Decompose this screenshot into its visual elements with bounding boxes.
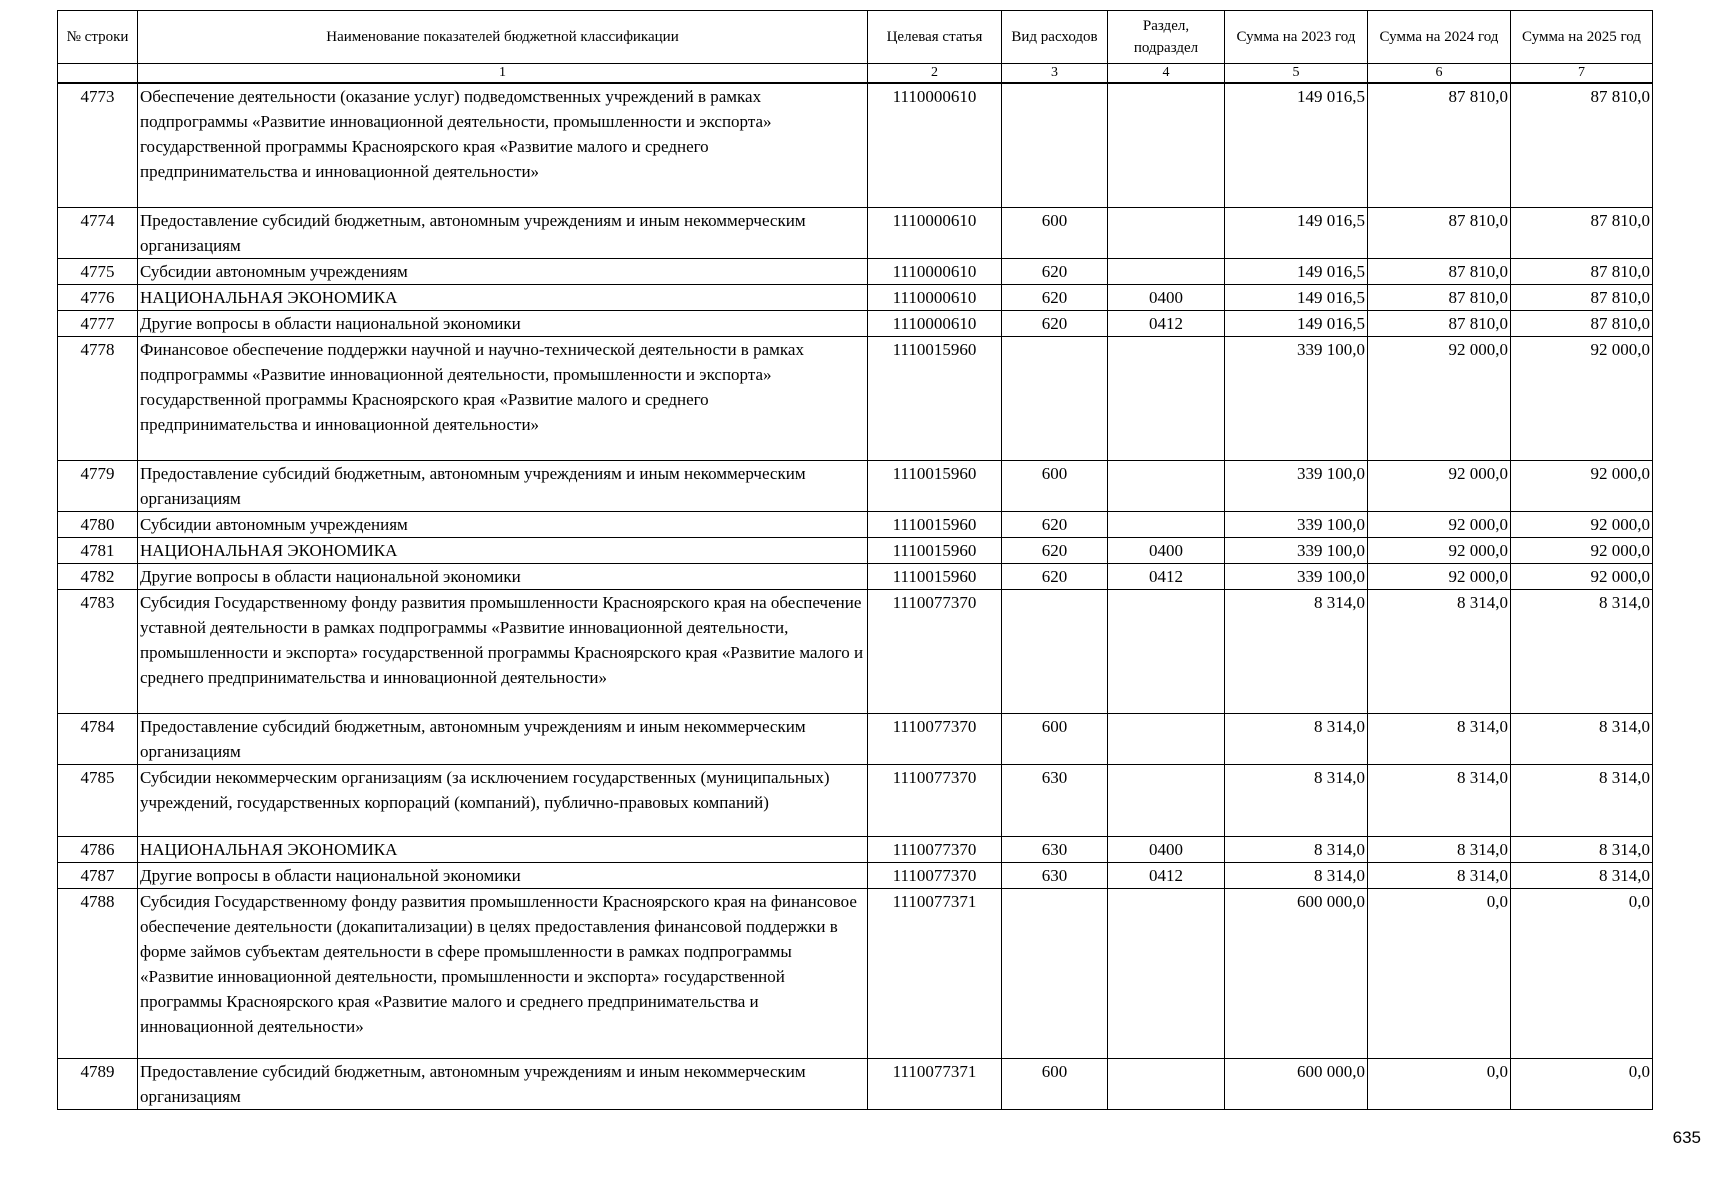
sum-2025: 8 314,0 xyxy=(1511,836,1653,862)
sum-2025: 8 314,0 xyxy=(1511,589,1653,713)
indicator-name: Субсидии некоммерческим организациям (за исключением государственных (муниципальных) учреждений, государственных корпораций (компаний), публично-правовых компаний) xyxy=(138,764,868,836)
section-code: 0400 xyxy=(1108,284,1225,310)
sum-2024: 87 810,0 xyxy=(1368,83,1511,207)
section-code xyxy=(1108,888,1225,1058)
row-number: 4773 xyxy=(58,83,138,207)
sum-2024: 8 314,0 xyxy=(1368,589,1511,713)
section-code: 0400 xyxy=(1108,836,1225,862)
sum-2024: 87 810,0 xyxy=(1368,258,1511,284)
sum-2024: 87 810,0 xyxy=(1368,284,1511,310)
table-row xyxy=(58,511,1653,537)
section-code xyxy=(1108,589,1225,713)
row-number: 4778 xyxy=(58,336,138,460)
target-article-code: 1110000610 xyxy=(868,83,1002,207)
row-number: 4786 xyxy=(58,836,138,862)
section-code xyxy=(1108,713,1225,764)
sum-2023: 8 314,0 xyxy=(1225,764,1368,836)
table-row xyxy=(58,284,1653,310)
section-code xyxy=(1108,207,1225,258)
table-row xyxy=(58,1058,1653,1109)
sum-2025: 87 810,0 xyxy=(1511,207,1653,258)
indicator-name: Другие вопросы в области национальной экономики xyxy=(138,310,868,336)
table-row xyxy=(58,836,1653,862)
target-article-code: 1110077371 xyxy=(868,888,1002,1058)
target-article-code: 1110000610 xyxy=(868,258,1002,284)
sum-2023: 149 016,5 xyxy=(1225,310,1368,336)
expense-type: 630 xyxy=(1002,862,1108,888)
sum-2023: 339 100,0 xyxy=(1225,563,1368,589)
sum-2024: 87 810,0 xyxy=(1368,207,1511,258)
sum-2025: 0,0 xyxy=(1511,1058,1653,1109)
row-number: 4785 xyxy=(58,764,138,836)
section-code xyxy=(1108,460,1225,511)
header-target-article: Целевая статья xyxy=(868,11,1002,64)
sum-2023: 8 314,0 xyxy=(1225,862,1368,888)
target-article-code: 1110077371 xyxy=(868,1058,1002,1109)
table-row xyxy=(58,460,1653,511)
sum-2025: 8 314,0 xyxy=(1511,713,1653,764)
row-number: 4775 xyxy=(58,258,138,284)
sum-2023: 8 314,0 xyxy=(1225,713,1368,764)
sum-2024: 8 314,0 xyxy=(1368,836,1511,862)
row-number: 4787 xyxy=(58,862,138,888)
indicator-name: Финансовое обеспечение поддержки научной и научно-технической деятельности в рамках подпрограммы «Развитие инновационной деятельности, промышленности и экспорта» государственной программы Красноярского края «Развитие малого и среднего предпринимательства и инновационной деятельности» xyxy=(138,336,868,460)
table-row xyxy=(58,310,1653,336)
table-header-row xyxy=(58,11,1653,64)
indicator-name: Предоставление субсидий бюджетным, автономным учреждениям и иным некоммерческим организациям xyxy=(138,460,868,511)
sum-2024: 0,0 xyxy=(1368,888,1511,1058)
sum-2023: 339 100,0 xyxy=(1225,336,1368,460)
indicator-name: НАЦИОНАЛЬНАЯ ЭКОНОМИКА xyxy=(138,284,868,310)
section-code: 0412 xyxy=(1108,862,1225,888)
indicator-name: Обеспечение деятельности (оказание услуг) подведомственных учреждений в рамках подпрограммы «Развитие инновационной деятельности, промышленности и экспорта» государственной программы Красноярского края «Развитие малого и среднего предпринимательства и инновационной деятельности» xyxy=(138,83,868,207)
target-article-code: 1110077370 xyxy=(868,836,1002,862)
row-number: 4781 xyxy=(58,537,138,563)
expense-type xyxy=(1002,83,1108,207)
expense-type: 620 xyxy=(1002,537,1108,563)
indicator-name: Другие вопросы в области национальной экономики xyxy=(138,862,868,888)
sum-2025: 8 314,0 xyxy=(1511,862,1653,888)
section-code xyxy=(1108,336,1225,460)
table-row xyxy=(58,888,1653,1058)
indicator-name: Предоставление субсидий бюджетным, автономным учреждениям и иным некоммерческим организациям xyxy=(138,1058,868,1109)
column-number: 1 xyxy=(138,64,868,84)
expense-type xyxy=(1002,589,1108,713)
sum-2025: 87 810,0 xyxy=(1511,284,1653,310)
header-sum-2024: Сумма на 2024 год xyxy=(1368,11,1511,64)
sum-2023: 339 100,0 xyxy=(1225,537,1368,563)
row-number: 4788 xyxy=(58,888,138,1058)
table-row xyxy=(58,207,1653,258)
section-code xyxy=(1108,83,1225,207)
column-number xyxy=(58,64,138,84)
expense-type: 620 xyxy=(1002,258,1108,284)
sum-2024: 8 314,0 xyxy=(1368,713,1511,764)
table-row xyxy=(58,563,1653,589)
table-row xyxy=(58,589,1653,713)
section-code xyxy=(1108,764,1225,836)
table-row xyxy=(58,336,1653,460)
target-article-code: 1110077370 xyxy=(868,764,1002,836)
expense-type: 620 xyxy=(1002,284,1108,310)
column-number: 2 xyxy=(868,64,1002,84)
row-number: 4784 xyxy=(58,713,138,764)
sum-2023: 8 314,0 xyxy=(1225,589,1368,713)
column-number: 3 xyxy=(1002,64,1108,84)
sum-2023: 600 000,0 xyxy=(1225,1058,1368,1109)
sum-2024: 8 314,0 xyxy=(1368,862,1511,888)
section-code: 0412 xyxy=(1108,563,1225,589)
sum-2023: 149 016,5 xyxy=(1225,83,1368,207)
target-article-code: 1110077370 xyxy=(868,589,1002,713)
table-row xyxy=(58,537,1653,563)
header-expense-type: Вид расходов xyxy=(1002,11,1108,64)
sum-2024: 92 000,0 xyxy=(1368,537,1511,563)
target-article-code: 1110000610 xyxy=(868,284,1002,310)
indicator-name: Субсидии автономным учреждениям xyxy=(138,258,868,284)
sum-2024: 92 000,0 xyxy=(1368,460,1511,511)
sum-2023: 339 100,0 xyxy=(1225,460,1368,511)
target-article-code: 1110077370 xyxy=(868,713,1002,764)
sum-2024: 92 000,0 xyxy=(1368,336,1511,460)
sum-2023: 149 016,5 xyxy=(1225,284,1368,310)
sum-2024: 0,0 xyxy=(1368,1058,1511,1109)
target-article-code: 1110015960 xyxy=(868,563,1002,589)
indicator-name: Субсидии автономным учреждениям xyxy=(138,511,868,537)
indicator-name: Предоставление субсидий бюджетным, автономным учреждениям и иным некоммерческим организациям xyxy=(138,207,868,258)
column-number: 4 xyxy=(1108,64,1225,84)
table-row xyxy=(58,862,1653,888)
sum-2025: 8 314,0 xyxy=(1511,764,1653,836)
target-article-code: 1110015960 xyxy=(868,537,1002,563)
expense-type: 600 xyxy=(1002,460,1108,511)
expense-type: 600 xyxy=(1002,713,1108,764)
indicator-name: Субсидия Государственному фонду развития промышленности Красноярского края на финансовое обеспечение деятельности (докапитализации) в целях предоставления финансовой поддержки в форме займов субъектам деятельности в сфере промышленности в рамках подпрограммы «Развитие инновационной деятельности, промышленности и экспорта» государственной программы Красноярского края «Развитие малого и среднего предпринимательства и инновационной деятельности» xyxy=(138,888,868,1058)
sum-2025: 92 000,0 xyxy=(1511,336,1653,460)
sum-2025: 87 810,0 xyxy=(1511,83,1653,207)
target-article-code: 1110015960 xyxy=(868,336,1002,460)
indicator-name: НАЦИОНАЛЬНАЯ ЭКОНОМИКА xyxy=(138,537,868,563)
section-code: 0412 xyxy=(1108,310,1225,336)
table-row xyxy=(58,764,1653,836)
sum-2023: 149 016,5 xyxy=(1225,258,1368,284)
sum-2023: 339 100,0 xyxy=(1225,511,1368,537)
section-code xyxy=(1108,1058,1225,1109)
expense-type xyxy=(1002,888,1108,1058)
expense-type: 600 xyxy=(1002,207,1108,258)
sum-2025: 0,0 xyxy=(1511,888,1653,1058)
indicator-name: Субсидия Государственному фонду развития промышленности Красноярского края на обеспечение уставной деятельности в рамках подпрограммы «Развитие инновационной деятельности, промышленности и экспорта» государственной программы Красноярского края «Развитие малого и среднего предпринимательства и инновационной деятельности» xyxy=(138,589,868,713)
table-row xyxy=(58,258,1653,284)
row-number: 4774 xyxy=(58,207,138,258)
target-article-code: 1110015960 xyxy=(868,511,1002,537)
column-number-row xyxy=(58,64,1653,84)
sum-2023: 149 016,5 xyxy=(1225,207,1368,258)
sum-2023: 8 314,0 xyxy=(1225,836,1368,862)
sum-2025: 92 000,0 xyxy=(1511,537,1653,563)
sum-2025: 87 810,0 xyxy=(1511,258,1653,284)
expense-type: 630 xyxy=(1002,836,1108,862)
expense-type: 620 xyxy=(1002,310,1108,336)
target-article-code: 1110000610 xyxy=(868,207,1002,258)
row-number: 4779 xyxy=(58,460,138,511)
sum-2025: 92 000,0 xyxy=(1511,460,1653,511)
target-article-code: 1110077370 xyxy=(868,862,1002,888)
table-body xyxy=(58,83,1653,1109)
expense-type: 630 xyxy=(1002,764,1108,836)
row-number: 4782 xyxy=(58,563,138,589)
indicator-name: Предоставление субсидий бюджетным, автономным учреждениям и иным некоммерческим организациям xyxy=(138,713,868,764)
expense-type: 600 xyxy=(1002,1058,1108,1109)
sum-2023: 600 000,0 xyxy=(1225,888,1368,1058)
column-number: 7 xyxy=(1511,64,1653,84)
section-code xyxy=(1108,511,1225,537)
table-row xyxy=(58,83,1653,207)
expense-type xyxy=(1002,336,1108,460)
row-number: 4780 xyxy=(58,511,138,537)
header-section: Раздел, подраздел xyxy=(1108,11,1225,64)
column-number: 5 xyxy=(1225,64,1368,84)
row-number: 4777 xyxy=(58,310,138,336)
sum-2024: 87 810,0 xyxy=(1368,310,1511,336)
indicator-name: НАЦИОНАЛЬНАЯ ЭКОНОМИКА xyxy=(138,836,868,862)
header-sum-2023: Сумма на 2023 год xyxy=(1225,11,1368,64)
expense-type: 620 xyxy=(1002,563,1108,589)
header-name: Наименование показателей бюджетной классификации xyxy=(138,11,868,64)
row-number: 4776 xyxy=(58,284,138,310)
header-sum-2025: Сумма на 2025 год xyxy=(1511,11,1653,64)
row-number: 4783 xyxy=(58,589,138,713)
indicator-name: Другие вопросы в области национальной экономики xyxy=(138,563,868,589)
table-row xyxy=(58,713,1653,764)
sum-2025: 87 810,0 xyxy=(1511,310,1653,336)
sum-2025: 92 000,0 xyxy=(1511,511,1653,537)
target-article-code: 1110000610 xyxy=(868,310,1002,336)
section-code: 0400 xyxy=(1108,537,1225,563)
sum-2024: 92 000,0 xyxy=(1368,511,1511,537)
target-article-code: 1110015960 xyxy=(868,460,1002,511)
sum-2024: 8 314,0 xyxy=(1368,764,1511,836)
section-code xyxy=(1108,258,1225,284)
sum-2025: 92 000,0 xyxy=(1511,563,1653,589)
row-number: 4789 xyxy=(58,1058,138,1109)
column-number: 6 xyxy=(1368,64,1511,84)
header-row-no: № строки xyxy=(58,11,138,64)
expense-type: 620 xyxy=(1002,511,1108,537)
page-number: 635 xyxy=(1672,1128,1701,1147)
sum-2024: 92 000,0 xyxy=(1368,563,1511,589)
budget-table xyxy=(57,10,1653,1110)
